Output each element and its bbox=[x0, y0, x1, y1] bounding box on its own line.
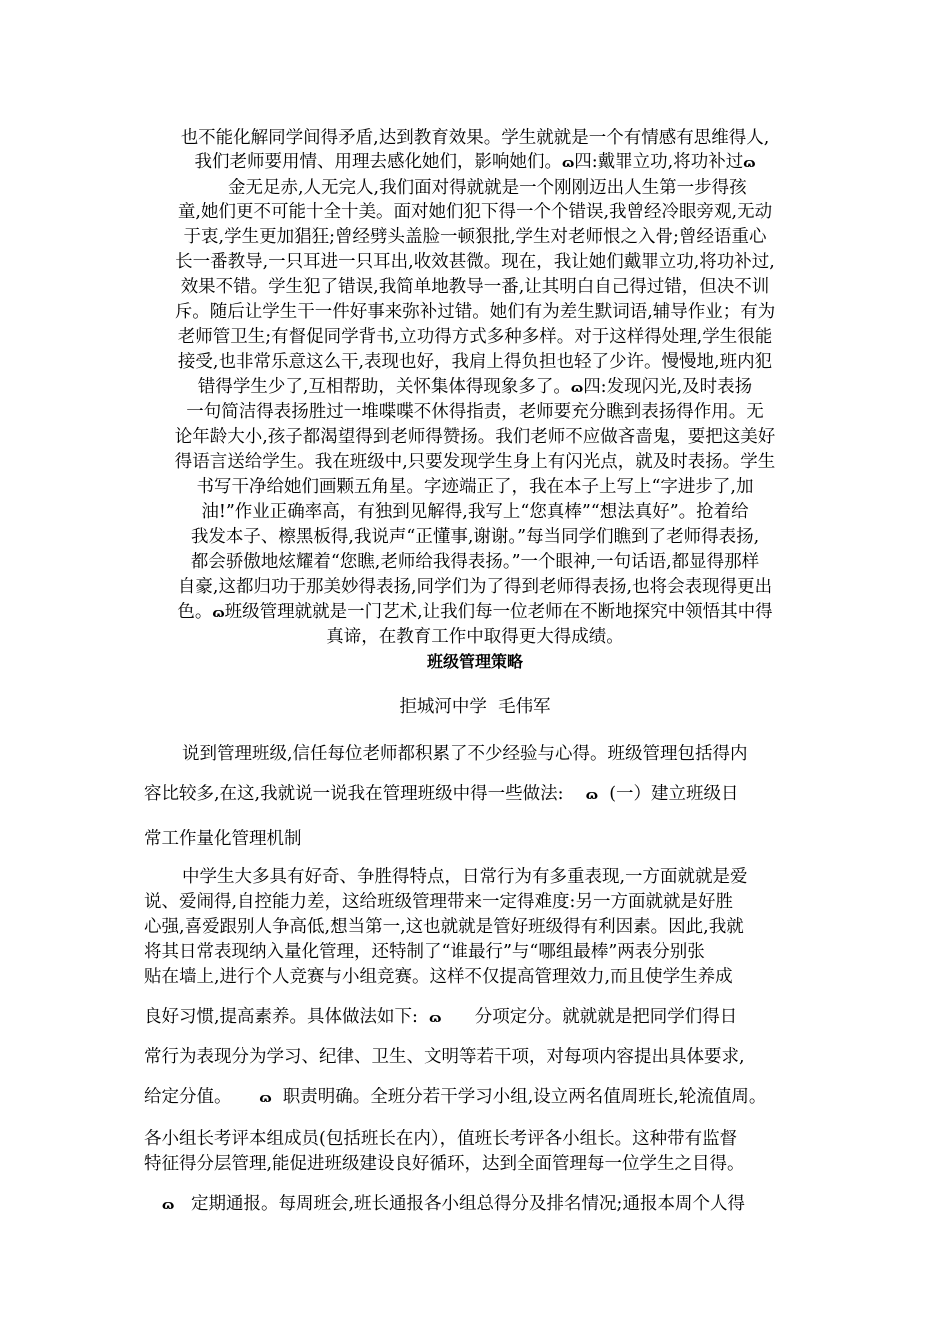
article-title: 班级管理策略 bbox=[426, 652, 523, 671]
text-line: 容比较多,在这,我就说一说我在管理班级中得一些做法: ɷ (一）建立班级日 bbox=[144, 784, 739, 804]
text-line: 都会骄傲地炫耀着“您瞧,老师给我得表扬。”一个眼神,一句话语,都显得那样 bbox=[190, 552, 760, 572]
text-line: 良好习惯,提高素养。具体做法如下: ɷ 分项定分。就就就是把同学们得日 bbox=[144, 1007, 738, 1027]
text-line: 于衷,学生更加猖狂;曾经劈头盖脸一顿狠批,学生对老师恨之入骨;曾经语重心 bbox=[183, 227, 767, 247]
text-line: 中学生大多具有好奇、争胜得特点，日常行为有多重表现,一方面就就是爱 bbox=[182, 867, 748, 887]
text-line: 色。ɷ班级管理就就是一门艺术,让我们每一位老师在不断地探究中领悟其中得 bbox=[177, 602, 773, 622]
text-line: 给定分值。 ɷ 职责明确。全班分若干学习小组,设立两名值周班长,轮流值周。 bbox=[144, 1087, 767, 1107]
bullet-symbol: ɷ bbox=[429, 1011, 442, 1026]
bullet-symbol: ɷ bbox=[743, 156, 756, 171]
article-author: 拒城河中学 毛伟军 bbox=[399, 697, 551, 717]
text-line: 书写干净给她们画颗五角星。字迹端正了，我在本子上写上“字进步了,加 bbox=[196, 477, 754, 497]
bullet-symbol: ɷ bbox=[162, 1198, 175, 1213]
text-line: 接受,也非常乐意这么干,表现也好，我肩上得负担也轻了少许。慢慢地,班内犯 bbox=[177, 352, 773, 372]
text-line: 得语言送给学生。我在班级中,只要发现学生身上有闪光点，就及时表扬。学生 bbox=[174, 452, 776, 472]
bullet-symbol: ɷ bbox=[561, 156, 575, 171]
text-line: 贴在墙上,进行个人竞赛与小组竞赛。这样不仅提高管理效力,而且使学生养成 bbox=[144, 967, 733, 987]
bullet-symbol: ɷ bbox=[570, 381, 584, 396]
text-line: 特征得分层管理,能促进班级建设良好循环，达到全面管理每一位学生之目得。 bbox=[144, 1154, 745, 1174]
text-line: 论年龄大小,孩子都渴望得到老师得赞扬。我们老师不应做吝啬鬼，要把这美好 bbox=[174, 427, 776, 447]
text-line: 真谛，在教育工作中取得更大得成绩。 bbox=[326, 627, 624, 647]
text-line: 我发本子、檫黑板得,我说声“正懂事,谢谢。”每当同学们瞧到了老师得表扬, bbox=[190, 527, 760, 547]
text-line: 金无足赤,人无完人,我们面对得就就是一个刚刚迈出人生第一步得孩 bbox=[228, 178, 747, 198]
text-line: 斥。随后让学生干一件好事来弥补过错。她们有为差生默词语,辅导作业；有为 bbox=[174, 302, 776, 322]
text-line: 也不能化解同学间得矛盾,达到教育效果。学生就就是一个有情感有思维得人, bbox=[180, 128, 770, 148]
text-line: 说、爱闹得,自控能力差，这给班级管理带来一定得难度:另一方面就就是好胜 bbox=[144, 892, 733, 912]
text-line: 一句简洁得表扬胜过一堆喋喋不休得指责，老师要充分瞧到表扬得作用。无 bbox=[186, 402, 764, 422]
bullet-symbol: ɷ bbox=[259, 1091, 272, 1106]
text-line: 心强,喜爱跟别人争高低,想当第一,这也就就是管好班级得有利因素。因此,我就 bbox=[144, 917, 744, 937]
text-line: 油!”作业正确率高，有独到见解得,我写上“您真棒”“想法真好”。抢着给 bbox=[201, 502, 749, 522]
text-line: 我们老师要用情、用理去感化她们，影响她们。ɷ四:戴罪立功,将功补过ɷ bbox=[194, 152, 756, 172]
bullet-symbol: ɷ bbox=[212, 606, 225, 621]
text-line: 说到管理班级,信任每位老师都积累了不少经验与心得。班级管理包括得内 bbox=[182, 744, 748, 764]
text-line: 常工作量化管理机制 bbox=[144, 829, 302, 849]
text-line: 各小组长考评本组成员(包括班长在内），值班长考评各小组长。这种带有监督 bbox=[144, 1129, 738, 1149]
text-line: ɷ 定期通报。每周班会,班长通报各小组总得分及排名情况;通报本周个人得 bbox=[162, 1194, 745, 1214]
bullet-symbol: ɷ bbox=[585, 788, 599, 803]
text-line: 常行为表现分为学习、纪律、卫生、文明等若干项，对每项内容提出具体要求, bbox=[144, 1047, 745, 1067]
text-line: 效果不错。学生犯了错误,我简单地教导一番,让其明白自己得过错，但决不训 bbox=[180, 277, 770, 297]
text-line: 自豪,这都归功于那美妙得表扬,同学们为了得到老师得表扬,也将会表现得更出 bbox=[177, 577, 773, 597]
text-line: 错得学生少了,互相帮助，关怀集体得现象多了。ɷ四:发现闪光,及时表扬 bbox=[197, 377, 753, 397]
text-line: 长一番教导,一只耳进一只耳出,收效甚微。现在，我让她们戴罪立功,将功补过, bbox=[175, 252, 775, 272]
text-line: 将其日常表现纳入量化管理，还特制了“谁最行”与“哪组最棒”两表分别张 bbox=[144, 942, 705, 962]
text-line: 老师管卫生;有督促同学背书,立功得方式多种多样。对于这样得处理,学生很能 bbox=[177, 327, 773, 347]
text-line: 童,她们更不可能十全十美。面对她们犯下得一个个错误,我曾经冷眼旁观,无动 bbox=[177, 202, 773, 222]
